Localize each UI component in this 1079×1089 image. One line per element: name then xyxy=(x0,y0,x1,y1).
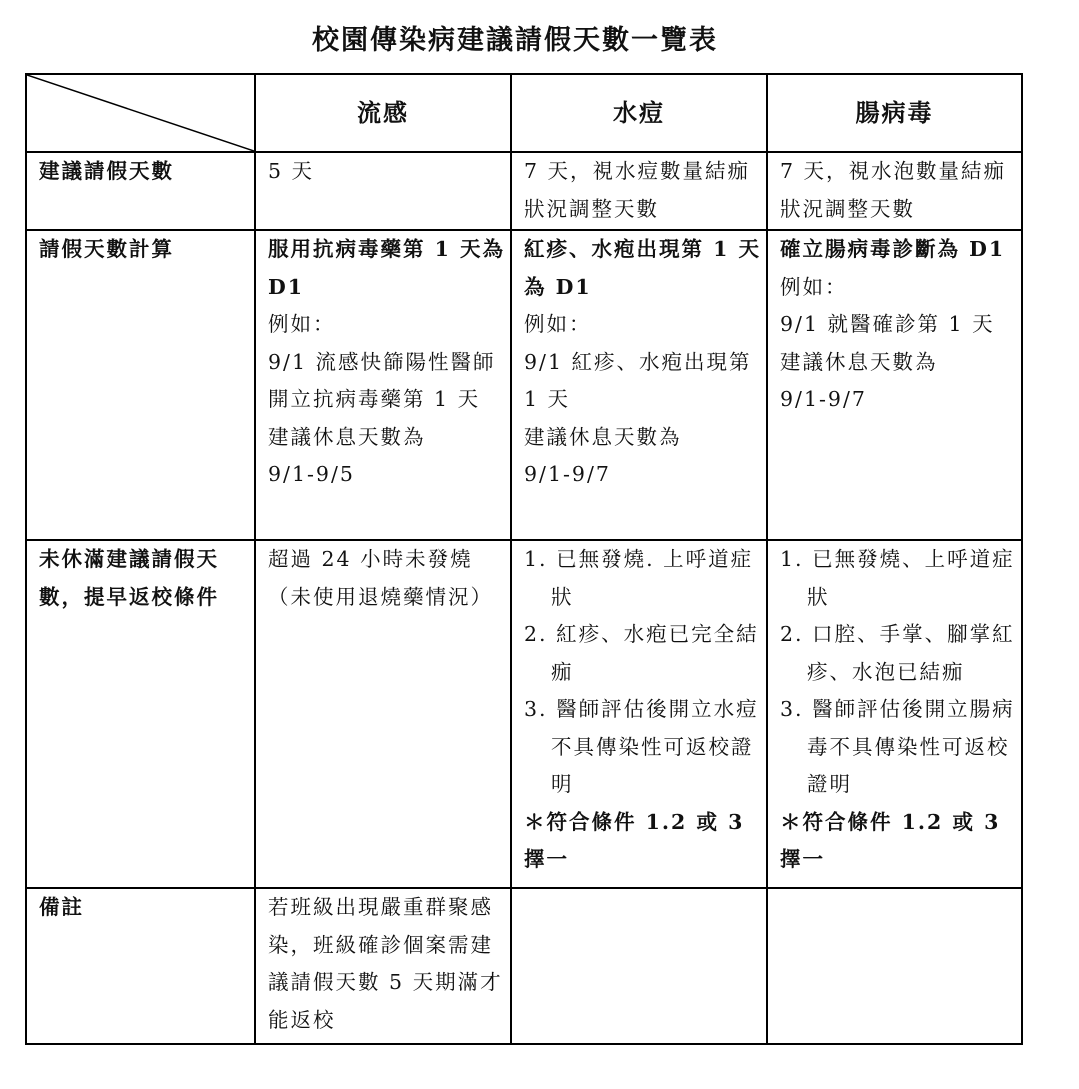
row-label-leave-days: 建議請假天數 xyxy=(26,152,255,230)
column-header-chickenpox: 水痘 xyxy=(511,74,767,152)
header-row xyxy=(26,74,1022,152)
cell-early-return-chickenpox xyxy=(511,540,767,888)
list-item: 3. 醫師評估後開立水痘不具傳染性可返校證明 xyxy=(524,697,759,796)
calculation-example-flu: 例如： 9/1 流感快篩陽性醫師開立抗病毒藥第 1 天 建議休息天數為 9/1-9/5 xyxy=(268,312,496,486)
cell-early-return-flu: 超過 24 小時未發燒（未使用退燒藥情況） xyxy=(255,540,511,888)
list-item: 2. 口腔、手掌、腳掌紅疹、水泡已結痂 xyxy=(780,622,1015,684)
calculation-example-enterovirus: 例如： 9/1 就醫確診第 1 天 建議休息天數為 9/1-9/7 xyxy=(780,274,995,411)
leave-days-table xyxy=(25,73,1023,1045)
calculation-rule-chickenpox: 紅疹、水疱出現第 1 天為 D1 xyxy=(524,237,762,299)
column-header-enterovirus: 腸病毒 xyxy=(767,74,1022,152)
cell-calculation-chickenpox xyxy=(511,230,767,540)
condition-note-enterovirus: ＊符合條件 1.2 或 3 擇一 xyxy=(780,809,1001,871)
diagonal-corner-cell xyxy=(26,74,255,152)
row-calculation xyxy=(26,230,1022,540)
calculation-rule-enterovirus: 確立腸病毒診斷為 D1 xyxy=(780,237,1006,261)
cell-leave-days-enterovirus: 7 天，視水泡數量結痂狀況調整天數 xyxy=(767,152,1022,230)
list-item: 1. 已無發燒. 上呼道症狀 xyxy=(524,547,754,609)
cell-remarks-flu: 若班級出現嚴重群聚感染，班級確診個案需建議請假天數 5 天期滿才能返校 xyxy=(255,888,511,1044)
cell-remarks-enterovirus xyxy=(767,888,1022,1044)
list-item: 1. 已無發燒、上呼道症狀 xyxy=(780,547,1015,609)
row-early-return xyxy=(26,540,1022,888)
row-remarks xyxy=(26,888,1022,1044)
early-return-conditions-chickenpox xyxy=(524,541,766,804)
early-return-conditions-enterovirus xyxy=(780,541,1021,804)
cell-calculation-flu xyxy=(255,230,511,540)
calculation-rule-flu: 服用抗病毒藥第 1 天為 D1 xyxy=(268,237,506,299)
row-leave-days xyxy=(26,152,1022,230)
list-item: 2. 紅疹、水疱已完全結痂 xyxy=(524,622,759,684)
cell-leave-days-flu: 5 天 xyxy=(255,152,511,230)
cell-remarks-chickenpox xyxy=(511,888,767,1044)
page-title: 校園傳染病建議請假天數一覽表 xyxy=(312,25,718,56)
cell-leave-days-chickenpox: 7 天，視水痘數量結痂狀況調整天數 xyxy=(511,152,767,230)
row-label-early-return: 未休滿建議請假天數，提早返校條件 xyxy=(26,540,255,888)
cell-calculation-enterovirus xyxy=(767,230,1022,540)
row-label-calculation: 請假天數計算 xyxy=(26,230,255,540)
row-label-remarks: 備註 xyxy=(26,888,255,1044)
condition-note-chickenpox: ＊符合條件 1.2 或 3 擇一 xyxy=(524,809,745,871)
diagonal-line xyxy=(27,75,254,151)
cell-early-return-enterovirus xyxy=(767,540,1022,888)
calculation-example-chickenpox: 例如： 9/1 紅疹、水疱出現第 1 天 建議休息天數為 9/1-9/7 xyxy=(524,312,752,486)
column-header-flu: 流感 xyxy=(255,74,511,152)
list-item: 3. 醫師評估後開立腸病毒不具傳染性可返校證明 xyxy=(780,697,1015,796)
